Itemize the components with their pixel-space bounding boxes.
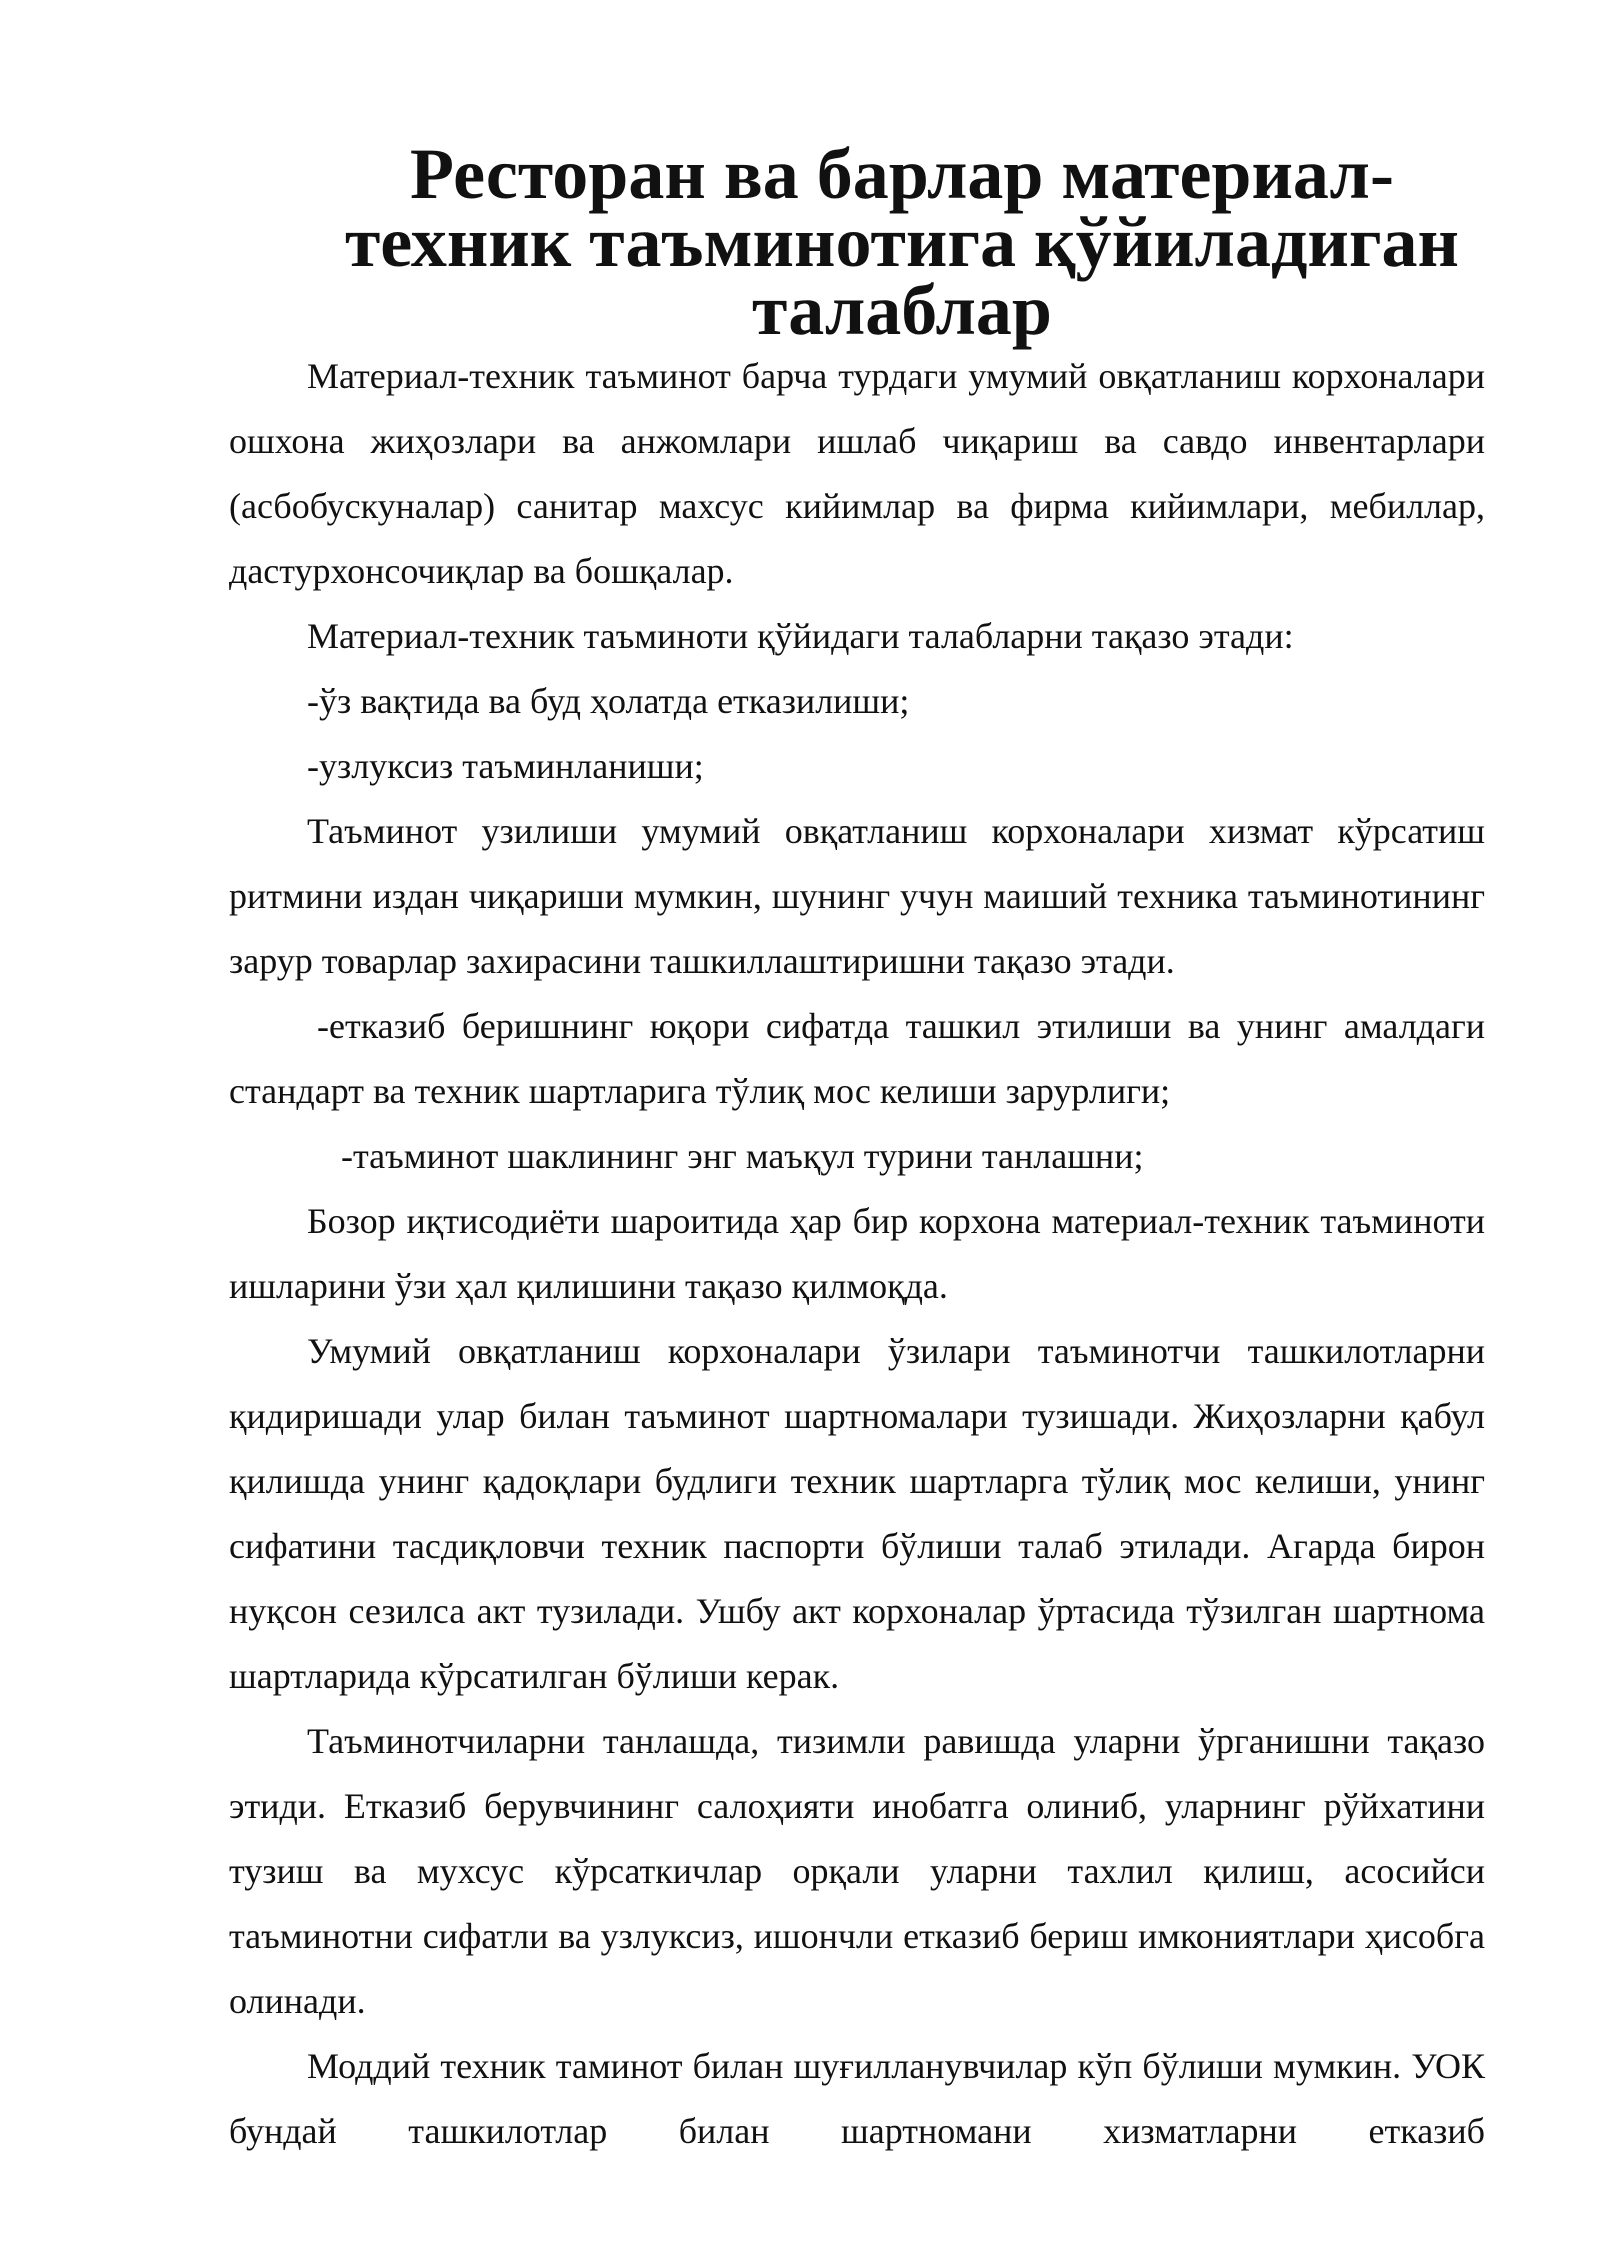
paragraph-6: Таъминотчиларни танлашда, тизимли равишда уларни ўрганишни тақазо этиди. Етказиб берувчининг салоҳияти инобатга олиниб, уларнинг рўйхатини тузиш ва мухсус кўрсаткичлар орқали уларни тахлил қилиш, асосийси таъминотни сифатли ва узлуксиз, ишончли етказиб бериш имкониятлари ҳисобга олинади. [229, 1721, 1485, 2021]
paragraph-4: Бозор иқтисодиёти шароитида ҳар бир корхона материал-техник таъминоти ишларини ўзи ҳал қилишини тақазо қилмоқда. [229, 1201, 1485, 1306]
list-item-3: -етказиб беришнинг юқори сифатда ташкил этилиши ва унинг амалдаги стандарт ва техник шартларига тўлиқ мос келиши зарурлиги; [229, 1006, 1485, 1111]
list-item-2: -узлуксиз таъминланиши; [307, 746, 704, 786]
paragraph-3: Таъминот узилиши умумий овқатланиш корхоналари хизмат кўрсатиш ритмини издан чиқариши мумкин, шунинг учун маиший техника таъминотининг зарур товарлар захирасини ташкиллаштиришни тақазо этади. [229, 811, 1485, 981]
list-item-4: -таъминот шаклининг энг маъқул турини танлашни; [341, 1136, 1144, 1176]
paragraph-7: Моддий техник таминот билан шуғилланувчилар кўп бўлиши мумкин. УОК бундай ташкилотлар билан шартномани хизматларни етказиб [229, 2046, 1485, 2151]
paragraph-1: Материал-техник таъминот барча турдаги умумий овқатланиш корхоналари ошхона жиҳозлари ва анжомлари ишлаб чиқариш ва савдо инвентарлари (асбобускуналар) санитар махсус кийимлар ва фирма кийимлари, мебиллар, дастурхонсочиқлар ва бошқалар. [229, 356, 1485, 591]
paragraph-5: Умумий овқатланиш корхоналари ўзилари таъминотчи ташкилотларни қидиришади улар билан таъминот шартномалари тузишади. Жиҳозларни қабул қилишда унинг қадоқлари будлиги техник шартларга тўлиқ мос келиши, унинг сифатини тасдиқловчи техник паспорти бўлиши талаб этилади. Агарда бирон нуқсон сезилса акт тузилади. Ушбу акт корхоналар ўртасида тўзилган шартнома шартларида кўрсатилган бўлиши керак. [229, 1331, 1485, 1696]
document-title: Ресторан ва барлар материал-техник таъминотига қўйиладиган талаблар [344, 134, 1460, 350]
document-page [229, 134, 1485, 2164]
list-item-1: -ўз вақтида ва буд ҳолатда етказилиши; [307, 681, 910, 721]
paragraph-2: Материал-техник таъминоти қўйидаги талабларни тақазо этади: [307, 616, 1294, 656]
